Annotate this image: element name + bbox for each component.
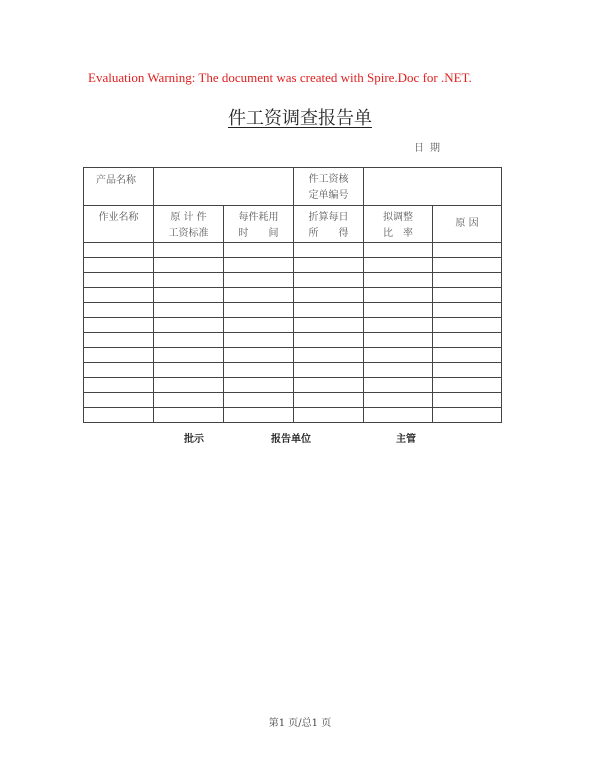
table-cell[interactable] (224, 408, 294, 423)
table-cell[interactable] (364, 378, 433, 393)
table-row (84, 243, 502, 258)
header-label-line1: 原 计 件 (170, 212, 207, 223)
table-cell[interactable] (224, 393, 294, 408)
table-row (84, 318, 502, 333)
table-cell[interactable] (433, 303, 502, 318)
product-row (84, 168, 502, 206)
page-title-text: 件工资调查报告单 (228, 108, 372, 129)
product-name-cell[interactable] (154, 168, 294, 206)
table-row (84, 273, 502, 288)
table-cell[interactable] (294, 363, 364, 378)
table-cell[interactable] (294, 393, 364, 408)
table-cell[interactable] (224, 273, 294, 288)
table-cell[interactable] (84, 378, 154, 393)
table-cell[interactable] (154, 318, 224, 333)
table-row (84, 258, 502, 273)
table-cell[interactable] (224, 378, 294, 393)
header-label-line1: 原 因 (455, 218, 479, 229)
table-cell[interactable] (154, 363, 224, 378)
header-time-per-piece (224, 206, 294, 243)
table-cell[interactable] (364, 408, 433, 423)
supervisor-label: 主管 (396, 434, 416, 445)
table-row (84, 288, 502, 303)
header-label-line1: 折算每日 (308, 212, 349, 223)
table-row (84, 348, 502, 363)
table-cell[interactable] (433, 243, 502, 258)
product-name-label: 产品名称 (84, 168, 154, 206)
table-row (84, 363, 502, 378)
table-cell[interactable] (294, 378, 364, 393)
table-row (84, 303, 502, 318)
table-cell[interactable] (154, 243, 224, 258)
table-cell[interactable] (433, 378, 502, 393)
table-row (84, 393, 502, 408)
table-cell[interactable] (364, 318, 433, 333)
table-cell[interactable] (294, 348, 364, 363)
table-row (84, 408, 502, 423)
table-cell[interactable] (154, 288, 224, 303)
table-cell[interactable] (364, 348, 433, 363)
table-cell[interactable] (433, 318, 502, 333)
table-row (84, 333, 502, 348)
page-title (0, 104, 600, 130)
header-label-line1: 拟调整 (383, 212, 413, 223)
report-unit-label: 报告单位 (271, 434, 311, 445)
page-number: 第1 页/总1 页 (268, 718, 332, 729)
header-label-line2: 工资标准 (168, 228, 209, 239)
table-cell[interactable] (224, 318, 294, 333)
table-cell[interactable] (294, 258, 364, 273)
table-cell[interactable] (84, 393, 154, 408)
table-cell[interactable] (433, 258, 502, 273)
table-cell[interactable] (224, 348, 294, 363)
header-daily-earnings (294, 206, 364, 243)
table-cell[interactable] (294, 333, 364, 348)
table-cell[interactable] (154, 333, 224, 348)
table-cell[interactable] (84, 273, 154, 288)
table-cell[interactable] (433, 288, 502, 303)
header-label-line1: 作业名称 (98, 212, 139, 223)
table-cell[interactable] (154, 258, 224, 273)
table-cell[interactable] (84, 303, 154, 318)
table-cell[interactable] (84, 348, 154, 363)
table-cell[interactable] (364, 333, 433, 348)
table-cell[interactable] (84, 288, 154, 303)
approve-label: 批示 (184, 434, 204, 445)
order-number-cell[interactable] (364, 168, 502, 206)
table-cell[interactable] (84, 363, 154, 378)
order-number-label-line1: 件工资核 (308, 174, 349, 185)
header-label-line1: 每件耗用 (238, 212, 279, 223)
header-reason (433, 206, 502, 243)
table-cell[interactable] (224, 363, 294, 378)
table-cell[interactable] (84, 258, 154, 273)
evaluation-warning: Evaluation Warning: The document was created with Spire.Doc for .NET. (88, 70, 472, 85)
table-cell[interactable] (433, 333, 502, 348)
table-cell[interactable] (294, 288, 364, 303)
table-row (84, 378, 502, 393)
header-label-line2: 时 间 (238, 228, 279, 239)
table-cell[interactable] (84, 333, 154, 348)
table-cell[interactable] (224, 243, 294, 258)
table-cell[interactable] (294, 243, 364, 258)
table-cell[interactable] (224, 303, 294, 318)
table-cell[interactable] (294, 273, 364, 288)
table-cell[interactable] (154, 303, 224, 318)
table-cell[interactable] (364, 273, 433, 288)
table-cell[interactable] (154, 273, 224, 288)
table-cell[interactable] (364, 288, 433, 303)
table-cell[interactable] (154, 408, 224, 423)
table-cell[interactable] (84, 318, 154, 333)
table-cell[interactable] (224, 258, 294, 273)
table-cell[interactable] (294, 303, 364, 318)
table-cell[interactable] (433, 273, 502, 288)
table-cell[interactable] (84, 408, 154, 423)
table-cell[interactable] (154, 348, 224, 363)
order-number-label-line2: 定单编号 (308, 190, 349, 201)
table-cell[interactable] (294, 318, 364, 333)
table-cell[interactable] (84, 243, 154, 258)
header-label-line2: 比 率 (383, 228, 413, 239)
table-cell[interactable] (364, 363, 433, 378)
table-cell[interactable] (154, 378, 224, 393)
header-label-line2: 所 得 (308, 228, 349, 239)
table-cell[interactable] (364, 393, 433, 408)
table-cell[interactable] (364, 303, 433, 318)
header-adjust-ratio (364, 206, 433, 243)
table-cell[interactable] (433, 363, 502, 378)
table-cell[interactable] (294, 408, 364, 423)
table-cell[interactable] (224, 333, 294, 348)
table-cell[interactable] (364, 243, 433, 258)
table-cell[interactable] (433, 393, 502, 408)
table-cell[interactable] (154, 393, 224, 408)
order-number-label (294, 168, 364, 206)
table-cell[interactable] (364, 258, 433, 273)
date-label: 日期 (414, 143, 446, 154)
table-cell[interactable] (224, 288, 294, 303)
table-cell[interactable] (433, 408, 502, 423)
header-operation-name (84, 206, 154, 243)
header-original-rate (154, 206, 224, 243)
header-row (84, 206, 502, 243)
table-cell[interactable] (433, 348, 502, 363)
report-table (83, 167, 502, 423)
